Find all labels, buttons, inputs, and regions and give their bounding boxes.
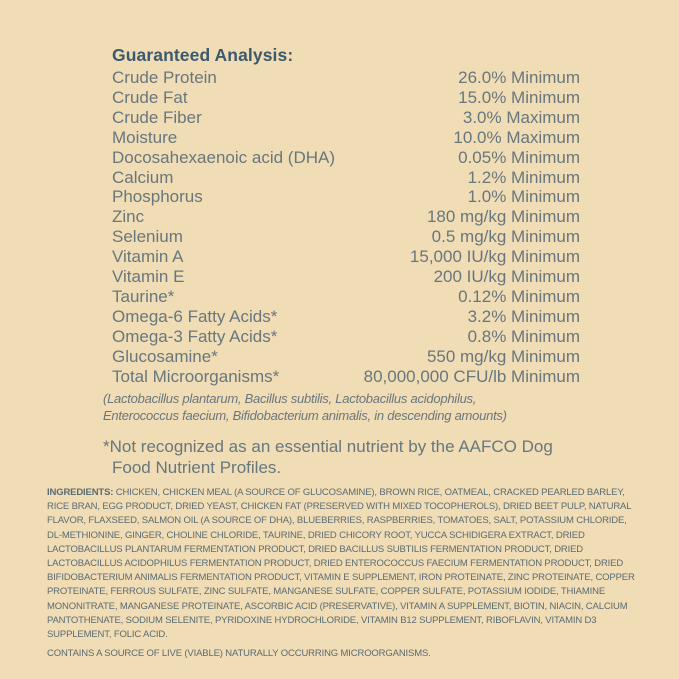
species-note-line: (Lactobacillus plantarum, Bacillus subtilis, Lactobacillus acidophilus, xyxy=(103,390,477,406)
analysis-row-selenium xyxy=(112,227,580,247)
nutrient-value: 550 mg/kg Minimum xyxy=(426,346,580,366)
analysis-row-omega-3 xyxy=(112,327,580,347)
nutrient-name: Vitamin A xyxy=(112,247,184,267)
analysis-row-omega-6 xyxy=(112,307,580,327)
analysis-row-vitamin-e xyxy=(112,267,580,287)
guaranteed-analysis-title: Guaranteed Analysis: xyxy=(112,45,294,65)
nutrient-name: Glucosamine* xyxy=(112,346,218,366)
footnote-line: *Not recognized as an essential nutrient by the AAFCO Dog xyxy=(103,437,553,457)
species-note-line: Enterococcus faecium, Bifidobacterium animalis, in descending amounts) xyxy=(103,408,507,424)
analysis-row-phosphorus xyxy=(112,187,580,207)
analysis-row-crude-fat xyxy=(112,88,580,108)
nutrient-name: Phosphorus xyxy=(112,187,203,207)
nutrient-name: Total Microorganisms* xyxy=(112,366,280,386)
guaranteed-analysis-section xyxy=(103,45,580,478)
nutrient-name: Taurine* xyxy=(112,286,175,306)
aafco-footnote xyxy=(103,436,580,478)
footnote-line: Food Nutrient Profiles. xyxy=(112,458,282,478)
nutrient-value: 15.0% Minimum xyxy=(458,87,580,107)
nutrient-name: Selenium xyxy=(112,227,183,247)
guaranteed-analysis-table xyxy=(112,68,580,387)
nutrient-value: 0.12% Minimum xyxy=(458,286,580,306)
nutrient-value: 3.2% Minimum xyxy=(467,306,580,326)
analysis-row-dha xyxy=(112,148,580,168)
ingredients-list: CHICKEN, CHICKEN MEAL (A SOURCE OF GLUCOSAMINE), BROWN RICE, OATMEAL, CRACKED PEARLED BARLEY, RICE BRAN, EGG PRODUCT, DRIED YEAST, CHICKEN FAT (PRESERVED WITH MIXED TOCOPHEROLS), DRIED BEET PULP, NATURAL FLAVOR, FLAXSEED, SALMON OIL (A SOURCE OF DHA), BLUEBERRIES, RASPBERRIES, TOMATOES, SALT, POTASSIUM CHLORIDE, DL-METHIONINE, GINGER, CHOLINE CHLORIDE, TAURINE, DRIED CHICORY ROOT, YUCCA SCHIDIGERA EXTRACT, DRIED LACTOBACILLUS PLANTARUM FERMENTATION PRODUCT, DRIED BACILLUS SUBTILIS FERMENTATION PRODUCT, DRIED LACTOBACILLUS ACIDOPHILUS FERMENTATION PRODUCT, DRIED ENTEROCOCCUS FAECIUM FERMENTATION PRODUCT, DRIED BIFIDOBACTERIUM ANIMALIS FERMENTATION PRODUCT, VITAMIN E SUPPLEMENT, IRON PROTEINATE, ZINC PROTEINATE, COPPER PROTEINATE, FERROUS SULFATE, ZINC SULFATE, MANGANESE SULFATE, COPPER SULFATE, POTASSIUM IODIDE, THIAMINE MONONITRATE, MANGANESE PROTEINATE, ASCORBIC ACID (PRESERVATIVE), VITAMIN A SUPPLEMENT, BIOTIN, NIACIN, CALCIUM PANTOTHENATE, SODIUM SELENITE, PYRIDOXINE HYDROCHLORIDE, VITAMIN B12 SUPPLEMENT, RIBOFLAVIN, VITAMIN D3 SUPPLEMENT, FOLIC ACID. xyxy=(47,487,635,641)
nutrient-name: Omega-6 Fatty Acids* xyxy=(112,306,278,326)
nutrient-value: 1.0% Minimum xyxy=(467,187,580,207)
analysis-row-taurine xyxy=(112,287,580,307)
ingredients-label: INGREDIENTS: xyxy=(47,487,114,498)
nutrient-value: 0.05% Minimum xyxy=(458,147,580,167)
analysis-row-vitamin-a xyxy=(112,247,580,267)
nutrient-value: 3.0% Maximum xyxy=(462,107,580,127)
analysis-row-crude-protein xyxy=(112,68,580,88)
nutrient-name: Docosahexaenoic acid (DHA) xyxy=(112,147,335,167)
microorganism-species-note xyxy=(103,390,580,426)
ingredients-paragraph xyxy=(47,486,636,642)
analysis-row-crude-fiber xyxy=(112,108,580,128)
nutrient-value: 10.0% Maximum xyxy=(453,127,580,147)
nutrient-name: Calcium xyxy=(112,167,174,187)
analysis-row-moisture xyxy=(112,128,580,148)
ingredients-section xyxy=(47,486,636,661)
nutrient-name: Moisture xyxy=(112,127,178,147)
nutrient-value: 1.2% Minimum xyxy=(467,167,580,187)
nutrient-name: Omega-3 Fatty Acids* xyxy=(112,326,278,346)
nutrient-name: Vitamin E xyxy=(112,267,185,287)
nutrient-value: 0.5 mg/kg Minimum xyxy=(431,227,580,247)
nutrient-value: 80,000,000 CFU/lb Minimum xyxy=(363,366,580,386)
analysis-row-calcium xyxy=(112,168,580,188)
nutrient-value: 15,000 IU/kg Minimum xyxy=(409,247,580,267)
contains-microorganisms-note: CONTAINS A SOURCE OF LIVE (VIABLE) NATURALLY OCCURRING MICROORGANISMS. xyxy=(47,648,431,660)
nutrient-name: Crude Fiber xyxy=(112,107,202,127)
analysis-row-total-microorganisms xyxy=(112,367,580,387)
nutrient-value: 180 mg/kg Minimum xyxy=(426,207,580,227)
analysis-row-glucosamine xyxy=(112,347,580,367)
nutrient-name: Zinc xyxy=(112,207,145,227)
nutrient-value: 200 IU/kg Minimum xyxy=(433,267,580,287)
nutrient-value: 26.0% Minimum xyxy=(458,68,580,87)
nutrient-name: Crude Protein xyxy=(112,68,217,87)
analysis-row-zinc xyxy=(112,207,580,227)
nutrient-value: 0.8% Minimum xyxy=(467,326,580,346)
nutrient-name: Crude Fat xyxy=(112,87,188,107)
